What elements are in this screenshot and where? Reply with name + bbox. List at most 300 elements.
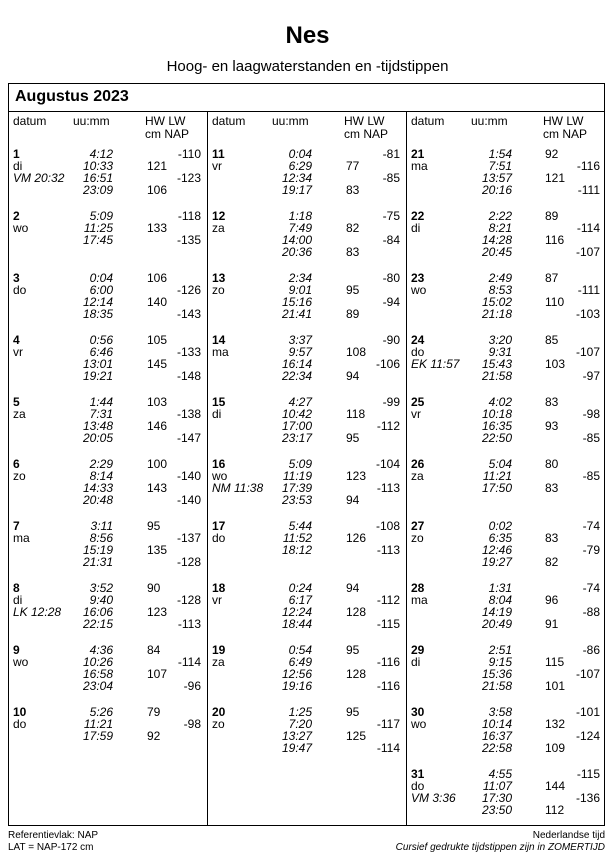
high-water-level: 95 [346, 643, 360, 657]
low-water-level: -113 [376, 543, 400, 557]
tide-time: 4:27 [288, 395, 312, 409]
day-entry [9, 272, 207, 320]
tide-time: 10:33 [82, 159, 113, 173]
tide-time: 22:34 [281, 369, 312, 383]
tide-time: 17:30 [481, 791, 512, 805]
tide-time: 20:49 [481, 617, 512, 631]
day-entry [407, 706, 606, 754]
tide-time: 10:14 [481, 717, 512, 731]
day-entry [407, 458, 606, 506]
low-water-level: -124 [575, 729, 600, 743]
weekday: vr [13, 345, 23, 359]
tide-time: 6:35 [488, 531, 512, 545]
tide-time: 2:49 [488, 271, 512, 285]
tide-time: 4:36 [89, 643, 113, 657]
high-water-level: 107 [147, 667, 168, 681]
weekday: di [13, 593, 23, 607]
weekday: wo [411, 283, 427, 297]
day-entry [9, 582, 207, 630]
day-entry [208, 210, 406, 258]
tide-time: 12:46 [481, 543, 512, 557]
low-water-level: -128 [176, 555, 201, 569]
high-water-level: 145 [147, 357, 168, 371]
low-water-level: -114 [576, 221, 600, 235]
tide-time: 16:37 [481, 729, 512, 743]
tide-time: 13:48 [82, 419, 113, 433]
high-water-level: 95 [346, 283, 360, 297]
day-number: 8 [13, 581, 20, 595]
day-number: 31 [411, 767, 425, 781]
high-water-level: 96 [545, 593, 559, 607]
low-water-level: -116 [576, 159, 600, 173]
low-water-level: -101 [575, 705, 600, 719]
high-water-level: 77 [346, 159, 360, 173]
high-water-level: 123 [147, 605, 168, 619]
weekday: vr [411, 407, 421, 421]
low-water-level: -116 [376, 679, 400, 693]
day-entry [407, 210, 606, 258]
day-entry [407, 582, 606, 630]
day-number: 23 [411, 271, 425, 285]
tide-time: 5:09 [89, 209, 113, 223]
tide-time: 12:24 [281, 605, 312, 619]
tide-time: 23:53 [281, 493, 312, 507]
tide-time: 19:47 [281, 741, 312, 755]
header-time: uu:mm [272, 114, 309, 128]
low-water-level: -113 [376, 481, 400, 495]
day-number: 14 [212, 333, 226, 347]
tide-time: 19:16 [281, 679, 312, 693]
day-number: 18 [212, 581, 226, 595]
lat-note: LAT = NAP-172 cm [8, 842, 94, 853]
low-water-level: -115 [376, 617, 400, 631]
day-number: 27 [411, 519, 425, 533]
weekday: di [411, 221, 421, 235]
day-number: 11 [212, 147, 225, 161]
tide-time: 22:58 [481, 741, 512, 755]
low-water-level: -123 [176, 171, 201, 185]
low-water-level: -116 [376, 655, 400, 669]
high-water-level: 92 [545, 147, 559, 161]
tide-time: 0:56 [89, 333, 113, 347]
tide-time: 6:29 [288, 159, 312, 173]
weekday: zo [13, 469, 26, 483]
tide-time: 23:04 [82, 679, 113, 693]
low-water-level: -74 [582, 519, 600, 533]
high-water-level: 83 [545, 531, 559, 545]
tide-time: 1:18 [288, 209, 312, 223]
low-water-level: -85 [582, 431, 600, 445]
high-water-level: 93 [545, 419, 559, 433]
day-number: 7 [13, 519, 20, 533]
tide-time: 15:43 [481, 357, 512, 371]
tide-time: 7:49 [288, 221, 312, 235]
day-column-3 [407, 112, 606, 825]
day-entry [9, 458, 207, 506]
tide-time: 9:31 [488, 345, 512, 359]
tide-time: 20:05 [82, 431, 113, 445]
high-water-level: 103 [545, 357, 566, 371]
high-water-level: 140 [147, 295, 168, 309]
tide-time: 15:16 [281, 295, 312, 309]
weekday: vr [212, 593, 222, 607]
tide-time: 0:04 [288, 147, 312, 161]
tide-time: 5:44 [288, 519, 312, 533]
low-water-level: -98 [582, 407, 600, 421]
tide-time: 6:46 [89, 345, 113, 359]
low-water-level: -107 [575, 667, 600, 681]
day-entry [208, 148, 406, 196]
low-water-level: -110 [177, 147, 201, 161]
low-water-level: -107 [575, 245, 600, 259]
day-column-2 [208, 112, 407, 825]
header-time: uu:mm [73, 114, 110, 128]
day-number: 9 [13, 643, 20, 657]
day-number: 25 [411, 395, 425, 409]
tide-time: 2:29 [89, 457, 113, 471]
tide-time: 8:21 [488, 221, 512, 235]
low-water-level: -136 [575, 791, 600, 805]
high-water-level: 106 [147, 271, 168, 285]
tide-time: 20:45 [481, 245, 512, 259]
low-water-level: -126 [176, 283, 201, 297]
high-water-level: 126 [346, 531, 367, 545]
reference-level: Referentievlak: NAP [8, 830, 99, 841]
low-water-level: -80 [382, 271, 400, 285]
low-water-level: -148 [176, 369, 201, 383]
header-cm-nap: cm NAP [543, 127, 588, 141]
day-entry [9, 148, 207, 196]
high-water-level: 101 [545, 679, 566, 693]
high-water-level: 108 [346, 345, 367, 359]
tide-time: 16:58 [82, 667, 113, 681]
high-water-level: 94 [346, 581, 360, 595]
high-water-level: 121 [147, 159, 168, 173]
low-water-level: -107 [575, 345, 600, 359]
tide-table [8, 83, 605, 826]
tide-time: 19:27 [481, 555, 512, 569]
tide-time: 12:34 [281, 171, 312, 185]
low-water-level: -74 [582, 581, 600, 595]
low-water-level: -75 [382, 209, 400, 223]
weekday: do [212, 531, 226, 545]
moon-phase: VM 3:36 [411, 791, 456, 805]
high-water-level: 89 [346, 307, 360, 321]
day-number: 19 [212, 643, 226, 657]
tide-time: 1:54 [488, 147, 512, 161]
tide-time: 22:15 [82, 617, 113, 631]
day-number: 5 [13, 395, 20, 409]
weekday: wo [13, 655, 29, 669]
high-water-level: 85 [545, 333, 559, 347]
day-number: 17 [212, 519, 226, 533]
tide-time: 18:44 [281, 617, 312, 631]
low-water-level: -103 [575, 307, 600, 321]
low-water-level: -137 [176, 531, 201, 545]
weekday: wo [13, 221, 29, 235]
day-number: 24 [411, 333, 425, 347]
tide-time: 21:58 [481, 679, 512, 693]
tide-time: 6:17 [288, 593, 312, 607]
tide-time: 6:49 [288, 655, 312, 669]
low-water-level: -79 [582, 543, 600, 557]
high-water-level: 90 [147, 581, 161, 595]
weekday: wo [212, 469, 228, 483]
high-water-level: 144 [545, 779, 566, 793]
header-time: uu:mm [471, 114, 508, 128]
tide-time: 9:01 [288, 283, 312, 297]
weekday: do [411, 779, 425, 793]
day-number: 20 [212, 705, 226, 719]
tide-time: 11:21 [482, 469, 512, 483]
day-number: 6 [13, 457, 20, 471]
low-water-level: -138 [176, 407, 201, 421]
low-water-level: -147 [176, 431, 201, 445]
tide-time: 17:45 [82, 233, 113, 247]
tide-time: 15:36 [481, 667, 512, 681]
header-hw-lw: HW LW [344, 114, 385, 128]
tide-time: 2:51 [488, 643, 512, 657]
low-water-level: -94 [382, 295, 400, 309]
high-water-level: 79 [147, 705, 161, 719]
high-water-level: 115 [545, 655, 565, 669]
tide-time: 14:00 [281, 233, 312, 247]
day-entry [407, 396, 606, 444]
low-water-level: -106 [375, 357, 400, 371]
tide-time: 21:41 [281, 307, 312, 321]
day-number: 12 [212, 209, 226, 223]
high-water-level: 143 [147, 481, 168, 495]
moon-phase: EK 11:57 [411, 357, 460, 371]
high-water-level: 83 [346, 183, 360, 197]
low-water-level: -86 [582, 643, 600, 657]
weekday: ma [411, 159, 428, 173]
weekday: ma [212, 345, 229, 359]
high-water-level: 118 [346, 407, 366, 421]
day-number: 4 [13, 333, 20, 347]
day-number: 15 [212, 395, 226, 409]
weekday: ma [411, 593, 428, 607]
tide-time: 13:57 [481, 171, 512, 185]
day-entry [208, 520, 406, 568]
tide-time: 9:15 [488, 655, 512, 669]
low-water-level: -115 [576, 767, 600, 781]
high-water-level: 133 [147, 221, 168, 235]
high-water-level: 89 [545, 209, 559, 223]
weekday: za [212, 221, 225, 235]
tide-time: 8:14 [89, 469, 113, 483]
high-water-level: 132 [545, 717, 566, 731]
tide-time: 21:31 [82, 555, 113, 569]
tide-time: 14:19 [481, 605, 512, 619]
tide-time: 22:50 [481, 431, 512, 445]
high-water-level: 91 [545, 617, 559, 631]
day-number: 2 [13, 209, 20, 223]
tide-time: 10:18 [481, 407, 512, 421]
weekday: di [13, 159, 23, 173]
tide-time: 2:34 [288, 271, 312, 285]
tide-time: 15:19 [82, 543, 113, 557]
tide-time: 18:35 [82, 307, 113, 321]
day-entry [9, 396, 207, 444]
month-heading: Augustus 2023 [15, 88, 129, 105]
weekday: do [411, 345, 425, 359]
day-number: 16 [212, 457, 226, 471]
high-water-level: 95 [346, 431, 360, 445]
day-entry [407, 768, 606, 816]
header-cm-nap: cm NAP [344, 127, 389, 141]
low-water-level: -111 [577, 283, 600, 297]
high-water-level: 110 [545, 295, 565, 309]
day-entry [208, 706, 406, 754]
high-water-level: 112 [545, 803, 565, 817]
tide-time: 16:35 [481, 419, 512, 433]
tide-time: 3:37 [288, 333, 312, 347]
tide-time: 4:02 [488, 395, 512, 409]
day-number: 1 [13, 147, 20, 161]
low-water-level: -108 [375, 519, 400, 533]
tide-time: 20:48 [82, 493, 113, 507]
high-water-level: 135 [147, 543, 168, 557]
weekday: za [411, 469, 424, 483]
column-header [208, 115, 406, 145]
high-water-level: 109 [545, 741, 566, 755]
tide-time: 21:18 [481, 307, 512, 321]
tide-time: 4:55 [488, 767, 512, 781]
day-entry [407, 148, 606, 196]
day-number: 3 [13, 271, 20, 285]
page-title: Nes [285, 22, 330, 49]
high-water-level: 123 [346, 469, 367, 483]
tide-time: 13:01 [82, 357, 113, 371]
day-entry [9, 644, 207, 692]
tide-time: 0:24 [288, 581, 312, 595]
high-water-level: 84 [147, 643, 161, 657]
tide-time: 10:42 [281, 407, 312, 421]
tide-time: 0:04 [89, 271, 113, 285]
tide-time: 3:20 [488, 333, 512, 347]
low-water-level: -114 [177, 655, 201, 669]
low-water-level: -111 [577, 183, 600, 197]
low-water-level: -97 [582, 369, 600, 383]
day-entry [208, 458, 406, 506]
tide-time: 20:36 [281, 245, 312, 259]
header-datum: datum [212, 114, 246, 128]
tide-time: 16:14 [281, 357, 312, 371]
day-entry [9, 334, 207, 382]
tide-time: 17:50 [481, 481, 512, 495]
high-water-level: 83 [545, 481, 559, 495]
high-water-level: 128 [346, 605, 367, 619]
high-water-level: 82 [346, 221, 360, 235]
footer-right [396, 830, 605, 854]
day-entry [407, 334, 606, 382]
tide-time: 21:58 [481, 369, 512, 383]
high-water-level: 128 [346, 667, 367, 681]
tide-time: 5:09 [288, 457, 312, 471]
weekday: za [212, 655, 225, 669]
day-number: 10 [13, 705, 27, 719]
tide-time: 5:04 [488, 457, 512, 471]
high-water-level: 125 [346, 729, 367, 743]
moon-phase: LK 12:28 [13, 605, 62, 619]
tide-time: 19:21 [82, 369, 113, 383]
day-entry [9, 520, 207, 568]
high-water-level: 116 [545, 233, 565, 247]
low-water-level: -88 [582, 605, 600, 619]
tide-time: 14:33 [82, 481, 113, 495]
header-datum: datum [13, 114, 47, 128]
tide-time: 7:31 [89, 407, 113, 421]
tide-time: 17:59 [82, 729, 113, 743]
column-header [407, 115, 606, 145]
day-entry [208, 644, 406, 692]
day-entry [9, 210, 207, 258]
tide-time: 8:04 [488, 593, 512, 607]
column-header [9, 115, 207, 145]
tide-time: 9:40 [89, 593, 113, 607]
day-number: 30 [411, 705, 425, 719]
low-water-level: -104 [375, 457, 400, 471]
tide-time: 17:00 [281, 419, 312, 433]
tide-time: 6:00 [89, 283, 113, 297]
high-water-level: 100 [147, 457, 168, 471]
low-water-level: -114 [376, 741, 400, 755]
low-water-level: -90 [382, 333, 400, 347]
tide-time: 16:51 [82, 171, 113, 185]
tide-time: 12:56 [281, 667, 312, 681]
tide-time: 16:06 [82, 605, 113, 619]
day-entry [208, 334, 406, 382]
high-water-level: 80 [545, 457, 559, 471]
day-entry [208, 396, 406, 444]
low-water-level: -143 [176, 307, 201, 321]
tide-time: 23:09 [82, 183, 113, 197]
weekday: do [13, 717, 27, 731]
low-water-level: -118 [177, 209, 201, 223]
low-water-level: -140 [176, 469, 201, 483]
weekday: wo [411, 717, 427, 731]
day-number: 29 [411, 643, 425, 657]
header-cm-nap: cm NAP [145, 127, 190, 141]
tide-time: 23:17 [281, 431, 312, 445]
tide-time: 3:58 [488, 705, 512, 719]
high-water-level: 83 [545, 395, 559, 409]
high-water-level: 103 [147, 395, 168, 409]
weekday: zo [411, 531, 424, 545]
low-water-level: -81 [382, 147, 400, 161]
low-water-level: -84 [382, 233, 400, 247]
tide-time: 5:26 [89, 705, 113, 719]
tide-time: 0:54 [288, 643, 312, 657]
day-number: 22 [411, 209, 425, 223]
low-water-level: -85 [382, 171, 400, 185]
tide-time: 12:14 [82, 295, 113, 309]
tide-time: 23:50 [481, 803, 512, 817]
high-water-level: 121 [545, 171, 566, 185]
tide-time: 3:11 [90, 519, 113, 533]
day-entry [9, 706, 207, 754]
day-entry [407, 644, 606, 692]
high-water-level: 82 [545, 555, 559, 569]
high-water-level: 94 [346, 493, 360, 507]
tide-time: 13:27 [281, 729, 312, 743]
tide-time: 4:12 [89, 147, 113, 161]
footer-left [8, 830, 98, 854]
tide-time: 9:57 [288, 345, 312, 359]
tide-time: 11:52 [282, 531, 312, 545]
low-water-level: -96 [183, 679, 201, 693]
